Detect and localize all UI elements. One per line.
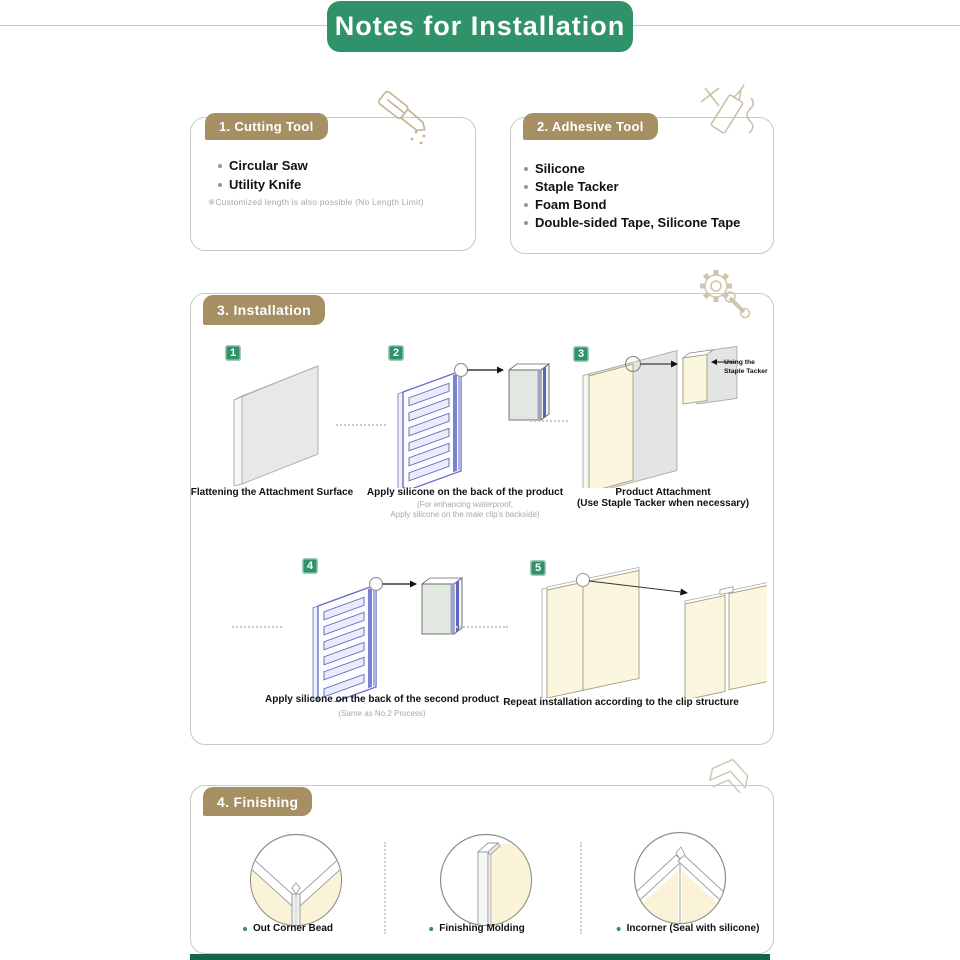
dotted-separator: [456, 626, 508, 628]
list-item: [524, 215, 740, 230]
page-title: Notes for Installation: [334, 11, 626, 41]
step-number: 1: [229, 347, 237, 359]
finishing-item-label: Out Corner Bead: [252, 923, 334, 934]
finishing-badge: [203, 787, 312, 816]
step3-caption: Product Attachment: [615, 487, 711, 498]
dotted-separator: [336, 424, 386, 426]
adhesive-tool-badge: [523, 113, 658, 140]
adhesive-item-label: Double-sided Tape, Silicone Tape: [535, 215, 741, 230]
step4-subcaption: (Same as No.2 Process): [338, 709, 426, 718]
finishing-caption: [617, 923, 760, 934]
dotted-separator: [530, 420, 568, 422]
step2-subcaption: (For enhancing waterproof,: [416, 500, 514, 509]
cutting-item-label: Utility Knife: [229, 177, 302, 192]
installation-badge: [203, 295, 325, 325]
bullet-icon: [524, 167, 528, 171]
step3-annotation-line1: Using the: [724, 359, 755, 366]
step-number: 5: [534, 562, 542, 574]
step5-caption: Repeat installation according to the clip structure: [503, 697, 739, 708]
bullet-icon: [243, 927, 247, 931]
dotted-separator: [232, 626, 282, 628]
finishing-caption: [429, 923, 525, 934]
title-banner: [327, 1, 633, 52]
adhesive-item-label: Staple Tacker: [535, 179, 619, 194]
bullet-icon: [617, 927, 621, 931]
installation-badge-label: 3. Installation: [217, 302, 311, 318]
list-item: [524, 161, 585, 176]
step4-caption: Apply silicone on the back of the second product: [265, 694, 499, 705]
list-item: [218, 177, 301, 192]
dotted-separator: [384, 842, 386, 934]
footer-bar: [190, 954, 770, 960]
incorner-illustration: [632, 830, 728, 926]
list-item: [524, 197, 607, 212]
list-item: [524, 179, 619, 194]
step2-illustration: [385, 350, 563, 488]
cutting-tool-badge: [205, 113, 328, 140]
out-corner-illustration: [248, 832, 344, 928]
finishing-item-label: Incorner (Seal with silicone): [626, 923, 760, 934]
step3-annotation: [724, 358, 768, 376]
bullet-icon: [524, 185, 528, 189]
bullet-icon: [524, 221, 528, 225]
step-number: 2: [392, 347, 400, 359]
step1-illustration: [222, 352, 352, 486]
step-number: 4: [306, 560, 314, 572]
step2-subcaption: Apply silicone on the male clip's backside): [390, 510, 540, 519]
corner-molding-icon: [700, 754, 758, 816]
dotted-separator: [580, 842, 582, 934]
utility-knife-icon: [372, 88, 444, 150]
silicone-gun-icon: [685, 84, 771, 150]
finishing-caption: [243, 923, 333, 934]
adhesive-tool-badge-label: 2. Adhesive Tool: [537, 119, 644, 134]
finishing-item-label: Finishing Molding: [439, 923, 525, 934]
list-item: [218, 158, 308, 173]
step2-caption: Apply silicone on the back of the product: [366, 487, 564, 498]
bullet-icon: [218, 183, 222, 187]
step5-illustration: [535, 562, 767, 698]
cutting-tool-badge-label: 1. Cutting Tool: [219, 119, 314, 134]
step3-caption2: (Use Staple Tacker when necessary): [576, 498, 750, 509]
adhesive-item-label: Silicone: [535, 161, 585, 176]
bullet-icon: [524, 203, 528, 207]
adhesive-item-label: Foam Bond: [535, 197, 607, 212]
cutting-item-label: Circular Saw: [229, 158, 308, 173]
cutting-note: ※Customized length is also possible (No Length Limit): [208, 197, 424, 207]
step-number: 3: [577, 348, 585, 360]
finishing-molding-illustration: [438, 832, 534, 928]
finishing-badge-label: 4. Finishing: [217, 793, 299, 810]
step1-caption: Flattening the Attachment Surface: [190, 487, 354, 498]
gear-wrench-icon: [692, 262, 756, 326]
bullet-icon: [429, 927, 433, 931]
bullet-icon: [218, 164, 222, 168]
step4-illustration: [298, 562, 476, 702]
step3-annotation-line2: Staple Tacker: [724, 368, 768, 375]
